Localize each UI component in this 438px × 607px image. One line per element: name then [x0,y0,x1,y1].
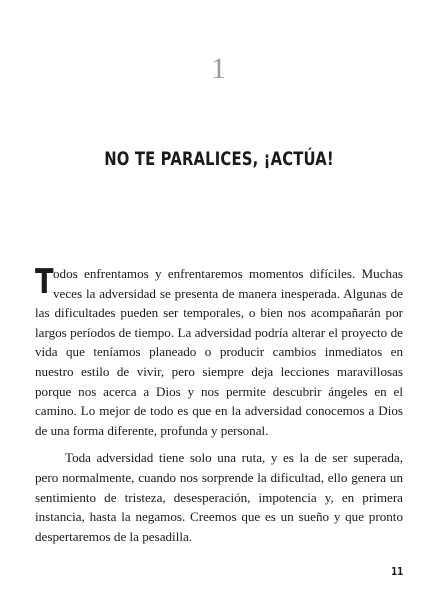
paragraph-1-text: odos enfrentamos y enfrentaremos momentos difíciles. Muchas veces la adversidad se presenta de manera inesperada. Algunas de las dificultades pueden ser temporales, o bien nos acompañarán por largos períodos de tiempo. La adversidad podría alterar el proyecto de vida que teníamos planeado o producir cambios inmediatos en nuestro estilo de vivir, pero siempre deja lecciones maravillosas porque nos acerca a Dios y nos permite descubrir ángeles en el camino. Lo mejor de todo es que en la adversidad conocemos a Dios de una forma diferente, profunda y personal. [35,266,403,438]
paragraph-2: Toda adversidad tiene solo una ruta, y es la de ser superada, pero normalmente, cuando nos sorprende la dificultad, ello genera un sentimiento de tristeza, desesperación, impotencia y, en primera instancia, hasta la negamos. Creemos que es un sueño y que pronto despertaremos de la pesadilla. [35,450,403,544]
drop-cap: T [35,262,54,302]
paragraph-1 [35,264,403,440]
page-number: 11 [390,565,403,578]
chapter-title: NO TE PARALICES, ¡ACTÚA! [104,148,334,170]
chapter-body [35,264,403,546]
chapter-number: 1 [211,52,227,85]
